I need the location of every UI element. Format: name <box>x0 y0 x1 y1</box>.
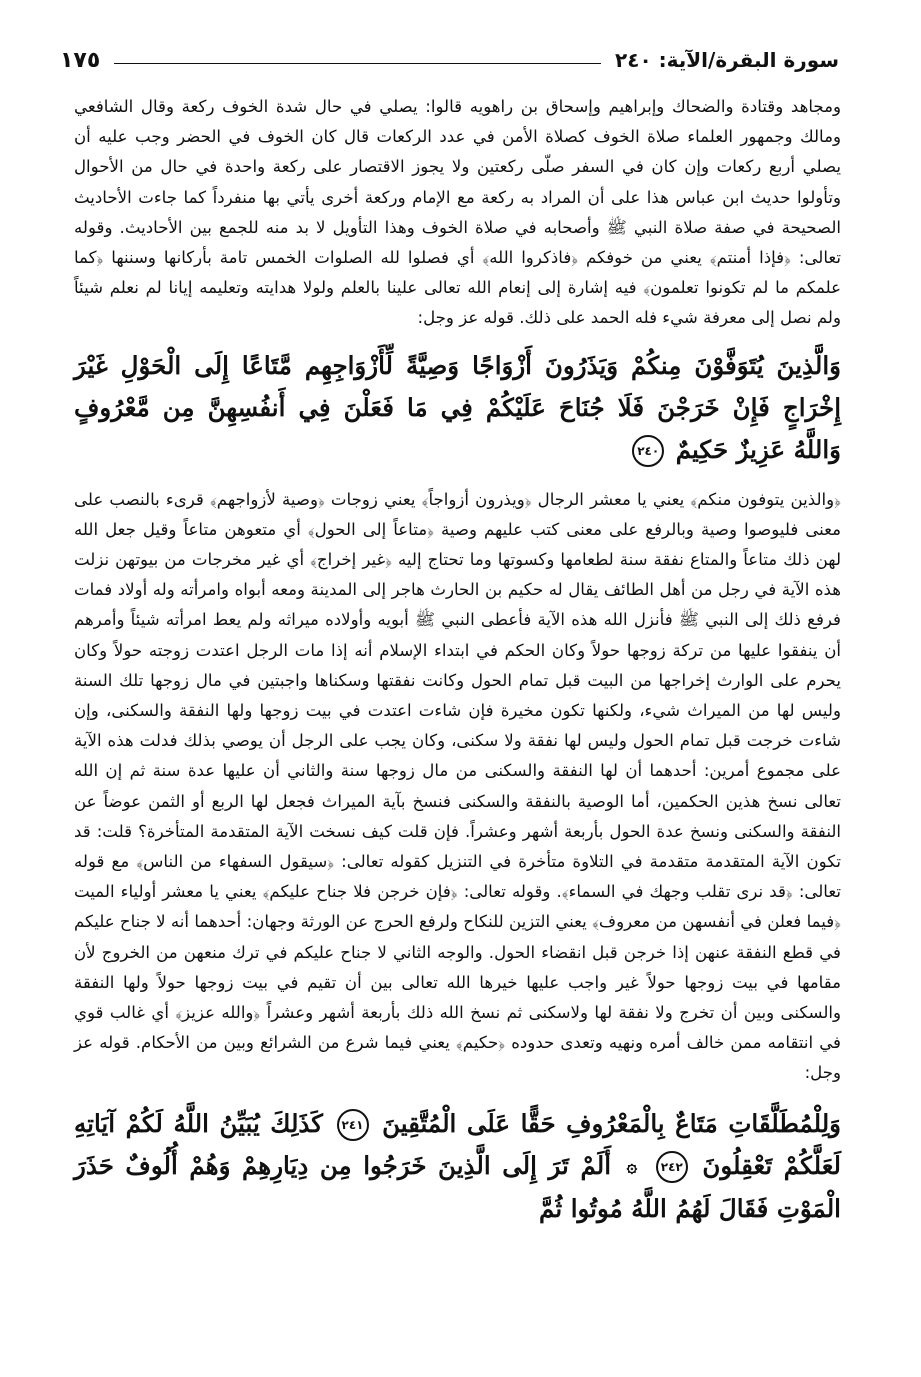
running-header <box>60 40 839 80</box>
quran-verses-241-243 <box>74 1103 841 1231</box>
header-rule <box>114 63 601 64</box>
verse-text: كَذَلِكَ يُبَيِّنُ اللَّهُ لَكُمْ آيَاتِهِ لَعَلَّكُمْ تَعْقِلُونَ <box>74 1108 841 1180</box>
verse-text: وَالَّذِينَ يُتَوَفَّوْنَ مِنكُمْ وَيَذَرُونَ أَزْوَاجًا وَصِيَّةً لِّأَزْوَاجِهِم مَّتَاعًا إِلَى الْحَوْلِ غَيْرَ إِخْرَاجٍ فَإِنْ خَرَجْنَ فَلَا جُنَاحَ عَلَيْكُمْ فِي مَا فَعَلْنَ فِي أَنفُسِهِنَّ مِن مَّعْرُوفٍ وَاللَّهُ عَزِيزٌ حَكِيمٌ <box>74 350 841 464</box>
hizb-star-icon: ۞ <box>626 1156 638 1178</box>
surah-verse-title: سورة البقرة/الآية: ٢٤٠ <box>615 48 839 72</box>
ayah-number-marker: ٢٤٢ <box>656 1151 688 1183</box>
ayah-number-marker: ٢٤١ <box>337 1109 369 1141</box>
verse-text: وَلِلْمُطَلَّقَاتِ مَتَاعٌ بِالْمَعْرُوفِ حَقًّا عَلَى الْمُتَّقِينَ <box>382 1108 842 1138</box>
commentary-paragraph: ومجاهد وقتادة والضحاك وإبراهيم وإسحاق بن راهويه قالوا: يصلي في حال شدة الخوف ركعة وقال الشافعي ومالك وجمهور العلماء صلاة الخوف كصلاة الأمن في عدد الركعات قال كان الخوف في الحضر وجب عليه أن يصلي أربع ركعات وإن كان في السفر صلّى ركعتين ولا يجوز الاقتصار على ركعة واحدة في حال من الأحوال وتأولوا حديث ابن عباس هذا على أن المراد به ركعة مع الإمام وركعة أخرى يأتي بها منفرداً كما جاءت الأحاديث الصحيحة في صفة صلاة النبي ﷺ وأصحابه في صلاة الخوف وهذا التأويل لا بد منه للجمع بين الأحاديث. وقوله تعالى: ﴿فإذا أمنتم﴾ يعني من خوفكم ﴿فاذكروا الله﴾ أي فصلوا لله الصلوات الخمس تامة بأركانها وسننها ﴿كما علمكم ما لم تكونوا تعلمون﴾ فيه إشارة إلى إنعام الله تعالى علينا بالعلم ولولا هدايته وتعليمه إيانا لم نعلم شيئاً ولم نصل إلى معرفة شيء فله الحمد على ذلك. قوله عز وجل: <box>74 97 841 328</box>
quran-verse-240 <box>74 345 841 471</box>
ayah-number-marker: ٢٤٠ <box>632 435 664 467</box>
page-content <box>74 92 841 1230</box>
page-number: ١٧٥ <box>60 47 101 73</box>
commentary-paragraph: ﴿والذين يتوفون منكم﴾ يعني يا معشر الرجال ﴿ويذرون أزواجاً﴾ يعني زوجات ﴿وصية لأزواجهم﴾ قرىء بالنصب على معنى فليوصوا وصية وبالرفع على معنى كتب عليهم وصية ﴿متاعاً إلى الحول﴾ أي متعوهن متاعاً وقيل جعل الله لهن ذلك متاعاً والمتاع نفقة سنة لطعامها وكسوتها وما تحتاج إليه ﴿غير إخراج﴾ أي غير مخرجات من بيوتهن نزلت هذه الآية في رجل من أهل الطائف يقال له حكيم بن الحارث هاجر إلى المدينة ومعه أبواه وامرأته وله أولاد فمات فرفع ذلك إلى النبي ﷺ فأنزل الله هذه الآية فأعطى النبي ﷺ أبويه وأولاده ميراثه ولم يعط امرأته شيئاً وأمرهم أن ينفقوا عليها من تركة زوجها حولاً وكان الحكم في ابتداء الإسلام أنه إذا مات الرجل اعتدت زوجته حولاً وكان يحرم على الوارث إخراجها من البيت قبل تمام الحول وكانت نفقتها وسكناها واجبتين في مال زوجها تلك السنة وليس لها من الميراث شيء، ولكنها تكون مخيرة فإن شاءت اعتدت في بيت زوجها ولها النفقة والسكنى، وإن شاءت خرجت قبل تمام الحول وليس لها نفقة ولا سكنى، وكان يجب على الرجل أن يوصي بذلك فدلت هذه الآية على مجموع أمرين: أحدهما أن لها النفقة والسكنى من مال زوجها سنة والثاني أن عليها عدة سنة ثم إن الله تعالى نسخ هذين الحكمين، أما الوصية بالنفقة والسكنى فنسخ بآية الميراث فجعل لها الربع أو الثمن عوضاً عن النفقة والسكنى ونسخ عدة الحول بأربعة أشهر وعشراً. فإن قلت كيف نسخت الآية المتقدمة المتأخرة؟ قلت: قد تكون الآية المتقدمة متقدمة في التلاوة متأخرة في التنزيل كقوله تعالى: ﴿سيقول السفهاء من الناس﴾ مع قوله تعالى: ﴿قد نرى تقلب وجهك في السماء﴾. وقوله تعالى: ﴿فإن خرجن فلا جناح عليكم﴾ يعني يا معشر أولياء الميت ﴿فيما فعلن في أنفسهن من معروف﴾ يعني التزين للنكاح ولرفع الحرج عن الورثة وجهان: أحدهما أنه لا جناح عليكم في قطع النفقة عنهن إذا خرجن قبل انقضاء الحول. والوجه الثاني لا جناح عليكم في ترك منعهن من الخروج لأن مقامها في بيت زوجها حولاً غير واجب عليها خيرها الله تعالى بين أن تقيم في بيت زوجها حولاً ولها النفقة والسكنى وبين أن تخرج ولا نفقة لها ولاسكنى ثم نسخ الله ذلك بأربعة أشهر وعشراً ﴿والله عزيز﴾ أي غالب قوي في انتقامه ممن خالف أمره ونهيه وتعدى حدوده ﴿حكيم﴾ يعني فيما شرع من الشرائع وبين من الأحكام. قوله عز وجل: <box>73 489 841 1083</box>
verse-text: أَلَمْ تَرَ إِلَى الَّذِينَ خَرَجُوا مِن دِيَارِهِمْ وَهُمْ أُلُوفٌ حَذَرَ الْمَوْتِ فَقَالَ لَهُمُ اللَّهُ مُوتُوا ثُمَّ <box>74 1150 841 1224</box>
